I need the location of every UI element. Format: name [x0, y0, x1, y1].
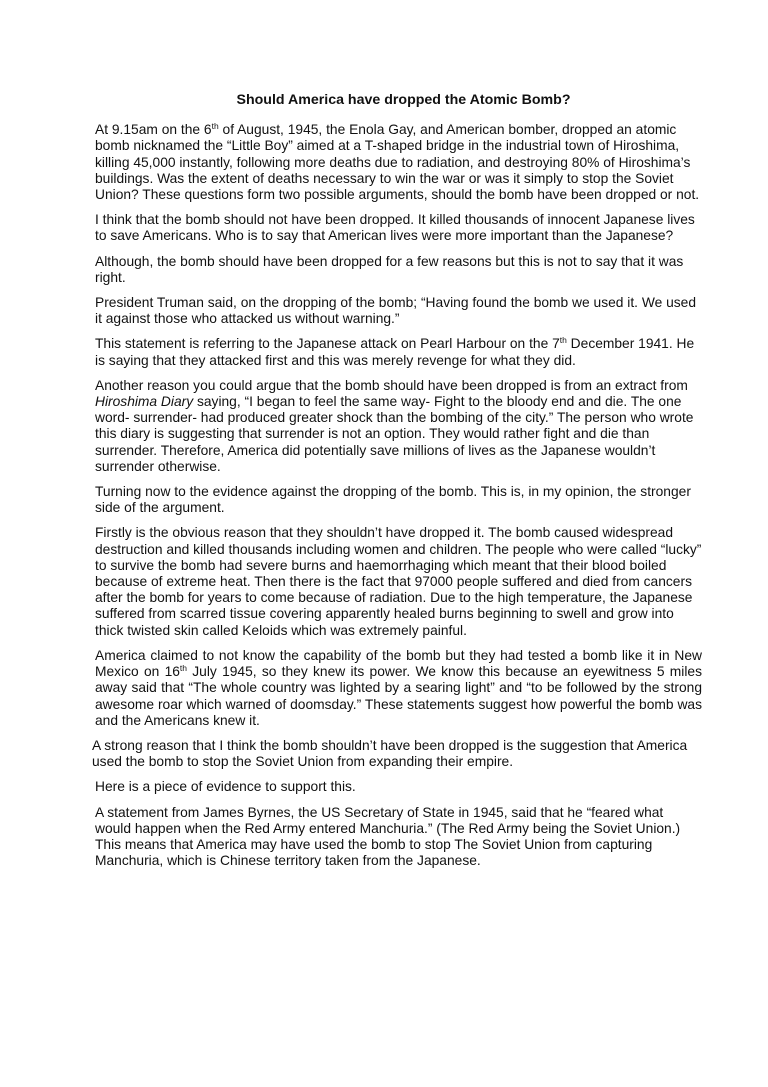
paragraph-truman-quote: President Truman said, on the dropping of the bomb; “Having found the bomb we used it. We used it against those who attacked us without warning.” — [95, 295, 697, 327]
paragraph-intro — [95, 122, 702, 203]
paragraph-new-mexico — [95, 648, 702, 729]
paragraph-hiroshima-diary-text-b: saying, “I began to feel the same way- Fight to the bloody end and die. The one word- surrender- had produced greater shock than the bombing of the city.” The person who wrote this diary is suggesting that surrender is not an option. They would rather fight and die than surrender. Therefore, America did potentially save millions of lives as the Japanese wouldn’t surrender otherwise. — [95, 394, 694, 474]
paragraph-soviet-union: A strong reason that I think the bomb shouldn’t have been dropped is the suggestion that America used the bomb to stop the Soviet Union from expanding their empire. — [92, 737, 688, 770]
ordinal-suffix: th — [179, 663, 188, 674]
paragraph-hiroshima-diary-text-a: Another reason you could argue that the bomb should have been dropped is from an extract from — [95, 377, 688, 393]
paragraph-hiroshima-diary — [95, 378, 702, 475]
book-title: Hiroshima Diary — [95, 394, 194, 410]
document-title: Should America have dropped the Atomic Bomb? — [236, 92, 571, 108]
paragraph-pearl-harbour-text-b: December 1941. He is saying that they attacked first and this was merely revenge for what they did. — [95, 336, 695, 368]
paragraph-pearl-harbour-text-a: This statement is referring to the Japanese attack on Pearl Harbour on the 7 — [95, 336, 560, 352]
ordinal-suffix: th — [211, 121, 219, 132]
paragraph-new-mexico-text-a: America claimed to not know the capability of the bomb but they had tested a bomb like it in New Mexico on 16 — [95, 647, 702, 680]
paragraph-new-mexico-text-b: July 1945, so they knew its power. We know this because an eyewitness 5 miles away said that “The whole country was lighted by a searing light” and “to be followed by the strong awesome roar which warned of doomsday.” These statements suggest how powerful the bomb was and the Americans knew it. — [95, 664, 703, 728]
paragraph-evidence-against: Turning now to the evidence against the dropping of the bomb. This is, in my opinion, the stronger side of the argument. — [95, 484, 691, 516]
paragraph-pearl-harbour — [95, 336, 702, 368]
paragraph-opinion: I think that the bomb should not have been dropped. It killed thousands of innocent Japanese lives to save Americans. Who is to say that American lives were more important than the Japanese? — [95, 212, 695, 244]
paragraph-firstly: Firstly is the obvious reason that they shouldn’t have dropped it. The bomb caused widespread destruction and killed thousands including women and children. The people who were called “lucky” to survive the bomb had severe burns and haemorrhaging which meant that their blood boiled because of extreme heat. Then there is the fact that 97000 people suffered and died from cancers after the bomb for years to come because of radiation. Due to the high temperature, the Japanese suffered from scarred tissue covering apparently healed burns beginning to swell and grow into thick twisted skin called Keloids which was extremely painful. — [95, 525, 702, 638]
paragraph-intro-text-b: of August, 1945, the Enola Gay, and American bomber, dropped an atomic bomb nicknamed the “Little Boy” aimed at a T-shaped bridge in the industrial town of Hiroshima, killing 45,000 instantly, following more deaths due to radiation, and destroying 80% of Hiroshima’s buildings. Was the extent of deaths necessary to win the war or was it simply to stop the Soviet Union? These questions form two possible arguments, should the bomb have been dropped or not. — [95, 122, 700, 203]
paragraph-although: Although, the bomb should have been dropped for a few reasons but this is not to say that it was right. — [95, 253, 684, 285]
paragraph-intro-text-a: At 9.15am on the 6 — [95, 122, 212, 138]
ordinal-suffix: th — [559, 335, 567, 346]
paragraph-james-byrnes: A statement from James Byrnes, the US Secretary of State in 1945, said that he “feared what would happen when the Red Army entered Manchuria.” (The Red Army being the Soviet Union.) This means that America may have used the bomb to stop The Soviet Union from capturing Manchuria, which is Chinese territory taken from the Japanese. — [95, 804, 681, 869]
paragraph-evidence-intro: Here is a piece of evidence to support this. — [95, 779, 356, 795]
